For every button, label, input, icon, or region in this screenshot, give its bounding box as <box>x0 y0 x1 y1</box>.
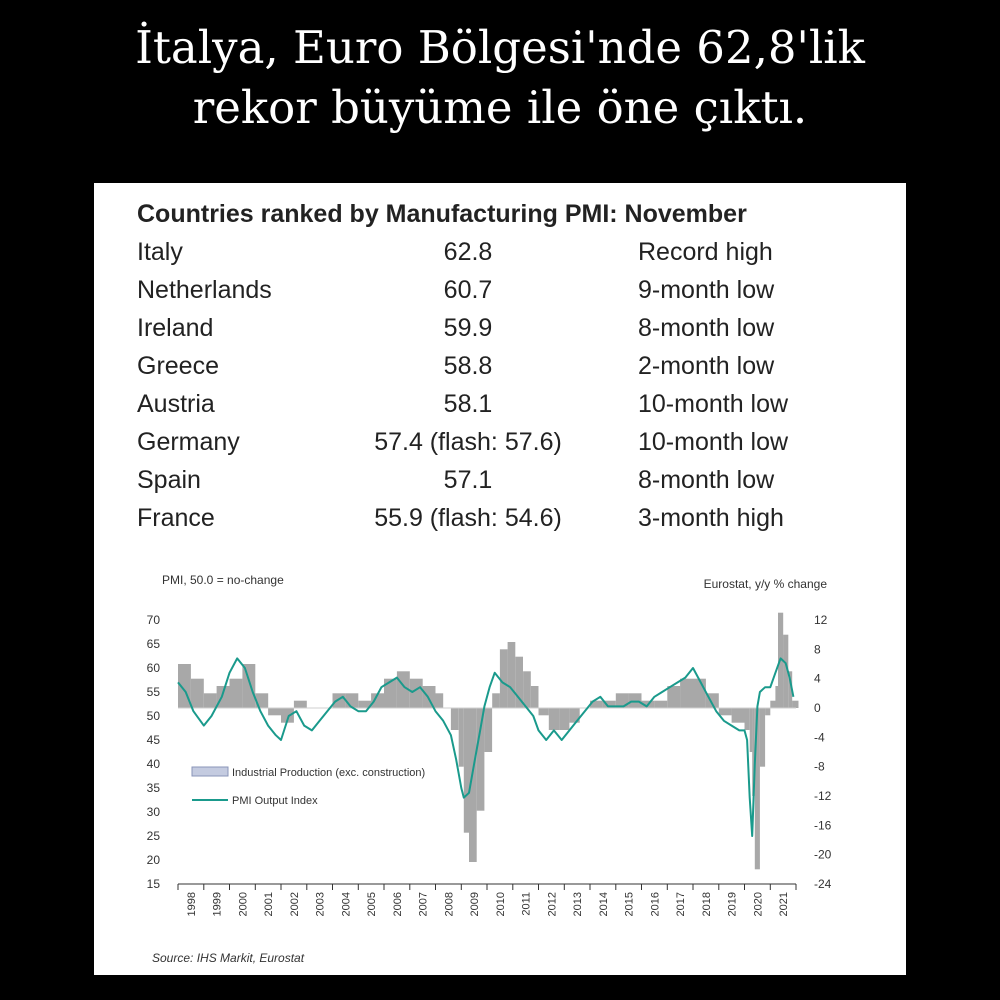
ip-bar <box>410 679 423 708</box>
x-tick-label: 1998 <box>185 892 198 917</box>
left-tick-label: 60 <box>146 661 160 675</box>
ip-bar <box>500 649 508 708</box>
right-axis-label: Eurostat, y/y % change <box>703 577 827 591</box>
ip-bar <box>745 708 750 730</box>
ip-bar <box>760 708 765 767</box>
ip-bar <box>451 708 459 730</box>
ip-bar <box>523 671 531 708</box>
left-tick-label: 30 <box>146 805 160 819</box>
legend-line-label: PMI Output Index <box>232 795 318 807</box>
headline <box>0 18 1000 138</box>
right-tick-label: -12 <box>814 789 832 803</box>
x-tick-label: 2003 <box>314 892 327 917</box>
x-tick-label: 2021 <box>778 892 791 917</box>
ip-bar <box>242 664 255 708</box>
ip-bar <box>191 679 204 708</box>
left-tick-label: 65 <box>146 637 160 651</box>
ip-bar <box>693 679 706 708</box>
note-cell: 8-month low <box>638 314 775 342</box>
left-tick-label: 20 <box>146 853 160 867</box>
x-tick-label: 2020 <box>752 892 765 917</box>
country-cell: Spain <box>137 466 201 494</box>
ip-bar <box>492 693 500 708</box>
ip-bar <box>345 693 358 708</box>
ip-bar <box>750 708 753 752</box>
ip-bar <box>539 708 549 715</box>
left-tick-label: 15 <box>146 877 160 891</box>
headline-line-1: İtalya, Euro Bölgesi'nde 62,8'lik <box>135 21 865 74</box>
pmi-cell: 55.9 (flash: 54.6) <box>374 504 562 532</box>
chart-legend <box>192 767 425 807</box>
legend-bar-label: Industrial Production (exc. construction) <box>232 767 426 779</box>
country-cell: France <box>137 504 215 532</box>
x-tick-label: 2006 <box>391 892 404 917</box>
left-tick-label: 40 <box>146 757 160 771</box>
pmi-cell: 58.8 <box>443 352 493 380</box>
table-title: Countries ranked by Manufacturing PMI: November <box>137 200 747 228</box>
left-axis-label: PMI, 50.0 = no-change <box>162 573 284 587</box>
right-tick-label: -4 <box>814 730 825 745</box>
ip-bar <box>459 708 464 767</box>
legend-bar-swatch <box>192 767 228 776</box>
figure-panel <box>94 183 906 975</box>
right-tick-label: 12 <box>814 613 828 627</box>
note-cell: 10-month low <box>638 428 789 456</box>
ip-bar <box>230 679 243 708</box>
pmi-cell: 57.4 (flash: 57.6) <box>374 428 562 456</box>
x-tick-label: 2013 <box>572 892 585 917</box>
ip-bar <box>667 686 680 708</box>
x-tick-label: 2007 <box>417 892 430 917</box>
x-tick-label: 2015 <box>623 892 636 917</box>
ip-bar <box>765 708 770 715</box>
headline-line-2: rekor büyüme ile öne çıktı. <box>192 81 808 134</box>
ip-bar <box>508 642 516 708</box>
ip-bar <box>559 708 569 730</box>
x-tick-label: 2012 <box>546 892 559 917</box>
x-tick-label: 2010 <box>494 892 507 917</box>
left-tick-label: 25 <box>146 829 160 843</box>
x-tick-label: 2005 <box>366 892 379 917</box>
note-cell: 9-month low <box>638 276 775 304</box>
note-cell: 3-month high <box>638 504 784 532</box>
ip-bar <box>531 686 539 708</box>
ip-bar <box>204 693 217 708</box>
x-tick-label: 2001 <box>263 892 276 917</box>
pmi-cell: 62.8 <box>443 238 493 266</box>
left-tick-label: 70 <box>146 613 160 627</box>
x-tick-label: 2002 <box>288 892 301 917</box>
x-tick-label: 2016 <box>649 892 662 917</box>
note-cell: Record high <box>638 238 773 266</box>
pmi-cell: 58.1 <box>443 390 493 418</box>
ip-bar <box>792 701 798 708</box>
note-cell: 2-month low <box>638 352 775 380</box>
pmi-cell: 57.1 <box>443 466 493 494</box>
ip-bar <box>732 708 745 723</box>
note-cell: 10-month low <box>638 390 789 418</box>
left-tick-label: 45 <box>146 733 160 747</box>
x-tick-label: 2000 <box>237 892 250 917</box>
country-cell: Netherlands <box>137 276 272 304</box>
ip-bar <box>680 679 693 708</box>
ip-bar <box>294 701 307 708</box>
right-tick-label: -16 <box>814 818 832 833</box>
x-tick-label: 2004 <box>340 892 353 917</box>
pmi-chart <box>94 183 906 975</box>
right-tick-label: 8 <box>814 642 821 657</box>
ip-bar <box>484 708 492 752</box>
country-cell: Greece <box>137 352 219 380</box>
ip-bar <box>464 708 469 833</box>
chart-source: Source: IHS Markit, Eurostat <box>152 951 305 965</box>
country-cell: Austria <box>137 390 215 418</box>
x-tick-label: 2008 <box>443 892 456 917</box>
left-tick-label: 35 <box>146 781 160 795</box>
ip-bar <box>549 708 559 730</box>
x-tick-label: 2009 <box>469 892 482 917</box>
right-tick-label: 4 <box>814 671 821 686</box>
right-tick-label: 0 <box>814 701 821 715</box>
country-cell: Germany <box>137 428 240 456</box>
right-tick-label: -8 <box>814 759 825 774</box>
country-cell: Ireland <box>137 314 214 342</box>
x-tick-label: 2018 <box>700 892 713 917</box>
x-tick-label: 2014 <box>597 892 610 917</box>
x-tick-label: 2011 <box>520 892 533 916</box>
right-tick-label: -20 <box>814 847 832 862</box>
x-tick-label: 2017 <box>675 892 688 917</box>
ip-bar <box>770 701 775 708</box>
pmi-cell: 59.9 <box>443 314 493 342</box>
right-tick-label: -24 <box>814 877 832 891</box>
ip-bar <box>268 708 281 715</box>
country-cell: Italy <box>137 238 183 266</box>
ip-bar <box>384 679 397 708</box>
pmi-cell: 60.7 <box>443 276 493 304</box>
ip-bar <box>333 693 346 708</box>
left-tick-label: 50 <box>146 709 160 723</box>
note-cell: 8-month low <box>638 466 775 494</box>
ip-bar <box>423 686 436 708</box>
ip-bar <box>775 686 778 708</box>
ip-bar <box>719 708 732 715</box>
ip-bar <box>436 693 444 708</box>
x-tick-label: 2019 <box>726 892 739 917</box>
x-tick-label: 1999 <box>211 892 224 917</box>
left-tick-label: 55 <box>146 685 160 699</box>
ip-bar <box>654 701 667 708</box>
